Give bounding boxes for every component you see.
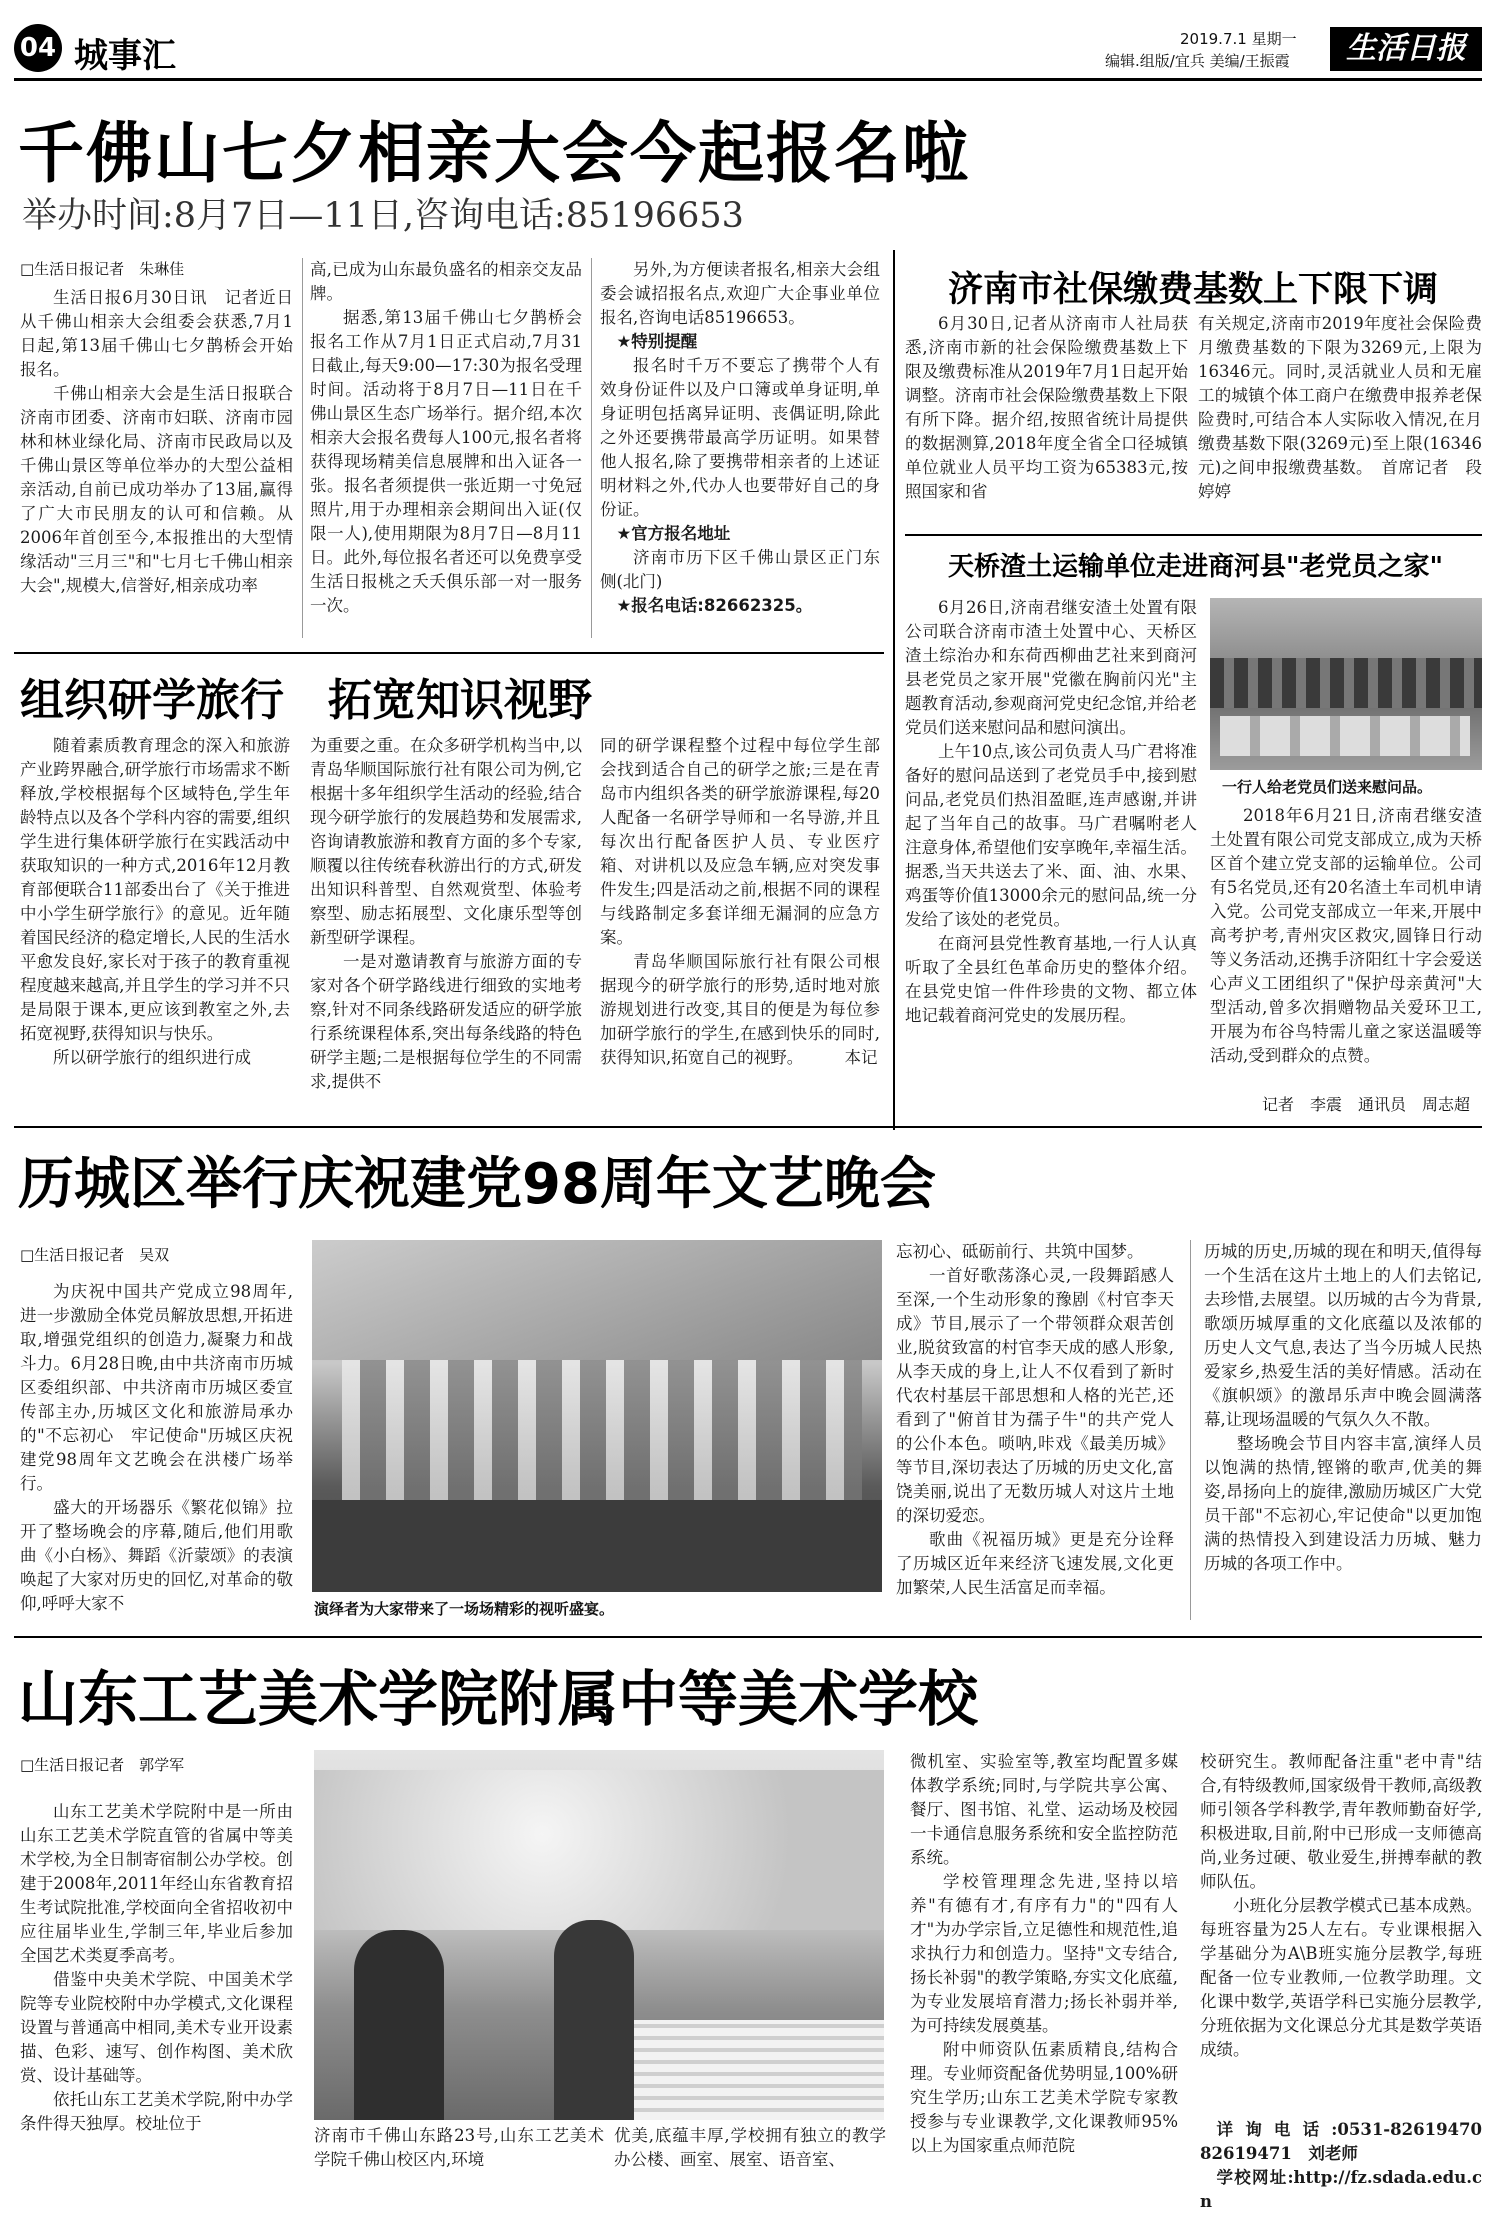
paragraph: 历城的历史,历城的现在和明天,值得每一个生活在这片土地上的人们去铭记,去珍惜,去展望。以历城的古今为背景,歌颂历城厚重的文化底蕴以及浓郁的历史人文气息,表达了当今历城人民热爱家乡,热爱生活的美好情感。活动在《旗帜颂》的激昂乐声中晚会圆满落幕,让现场温暖的气氛久久不散。 bbox=[1204, 1242, 1482, 1429]
paragraph: 6月30日,记者从济南市人社局获悉,济南市新的社会保险缴费基数上下限及缴费标准从2019年7月1日起开始调整。济南市社会保险缴费基数上下限有所下降。据介绍,按照省统计局提供的数据测算,2018年度全省全口径城镇单位就业人员平均工资为65383元,按照国家和省 bbox=[905, 314, 1188, 501]
a5-col3 bbox=[1204, 1240, 1482, 1620]
a2-headline: 济南市社保缴费基数上下限下调 bbox=[948, 270, 1439, 310]
paragraph: 小班化分层教学模式已基本成熟。每班容量为25人左右。专业课根据入学基础分为A\B班实施分层教学,每班配备一位专业教师,一位教学助理。文化课中数学,英语学科已实施分层教学,分班依据为文化课总分尤其是数学英语成绩。 bbox=[1200, 1896, 1482, 2059]
a4-col3 bbox=[600, 734, 880, 1114]
a5-photo-caption: 演绎者为大家带来了一场场精彩的视听盛宴。 bbox=[314, 1600, 615, 1618]
paragraph: 千佛山相亲大会是生活日报联合济南市团委、济南市妇联、济南市园林和林业绿化局、济南市民政局以及千佛山景区等单位举办的大型公益相亲活动,自前已成功举办了13届,赢得了广大市民朋友的认可和信赖。从2006年首创至今,本报推出的大型情缘活动"三月三"和"七月七千佛山相亲大会",规模大,信誉好,相亲成功率 bbox=[20, 384, 293, 595]
a6-col2 bbox=[910, 1750, 1178, 2190]
paragraph: 济南市千佛山东路23号,山东工艺美术学院千佛山校区内,环境 bbox=[314, 2126, 604, 2169]
section-title: 城事汇 bbox=[74, 36, 176, 76]
a5-byline: □生活日报记者 吴双 bbox=[20, 1246, 170, 1264]
a5-col1 bbox=[20, 1280, 293, 1620]
paragraph: 济南市历下区千佛山景区正门东侧(北门) bbox=[600, 548, 880, 591]
a6-byline: □生活日报记者 郭学军 bbox=[20, 1756, 185, 1774]
a1-col1 bbox=[20, 286, 293, 638]
paragraph: 整场晚会节目内容丰富,演绎人员以饱满的热情,铿锵的歌声,优美的舞姿,昂扬向上的旋律,激励历城区广大党员干部"不忘初心,牢记使命"以更加饱满的热情投入到建设活力历城、魅力历城的各项工作中。 bbox=[1204, 1434, 1482, 1573]
paragraph: 盛大的开场器乐《繁花似锦》拉开了整场晚会的序幕,随后,他们用歌曲《小白杨》、舞蹈《沂蒙颂》的表演唤起了大家对历史的回忆,对革命的敬仰,呼呼大家不 bbox=[20, 1498, 293, 1613]
a5-top-rule bbox=[14, 1126, 1482, 1128]
a4-headline: 组织研学旅行 拓宽知识视野 bbox=[20, 675, 592, 726]
paragraph: 微机室、实验室等,教室均配置多媒体教学系统;同时,与学院共享公寓、餐厅、图书馆、礼堂、运动场及校园一卡通信息服务系统和安全监控防范系统。 bbox=[910, 1752, 1178, 1867]
paragraph: 借鉴中央美术学院、中国美术学院等专业院校附中办学模式,文化课程设置与普通高中相同,美术专业开设素描、色彩、速写、创作构图、美术欣赏、设计基础等。 bbox=[20, 1970, 293, 2085]
a2-rule bbox=[905, 534, 1482, 536]
a4-top-rule bbox=[14, 652, 884, 654]
paragraph: 青岛华顺国际旅行社有限公司根据现今的研学旅行的形势,适时地对旅游规划进行改变,其目的便是为每位参加研学旅行的学生,在感到快乐的同时,获得知识,拓宽自己的视野。 本记 bbox=[600, 952, 880, 1067]
paragraph: 为庆祝中国共产党成立98周年,进一步激励全体党员解放思想,开拓进取,增强党组织的创造力,凝聚力和战斗力。6月28日晚,由中共济南市历城区委组织部、中共济南市历城区委宣传部主办,历城区文化和旅游局承办的"不忘初心 牢记使命"历城区庆祝建党98周年文艺晚会在洪楼广场举行。 bbox=[20, 1282, 293, 1493]
paragraph: 一首好歌荡涤心灵,一段舞蹈感人至深,一个生动形象的豫剧《村官李天成》节目,展示了一个带领群众艰苦创业,脱贫致富的村官李天成的感人形象,从李天成的身上,让人不仅看到了新时代农村基层干部思想和人格的光芒,还看到了"俯首甘为孺子牛"的共产党人的公仆本色。唢呐,咔戏《最美历城》等节目,深切表达了历城的历史文化,富饶美丽,说出了无数历城人对这片土地的深切爱恋。 bbox=[896, 1266, 1174, 1525]
col-divider bbox=[591, 258, 592, 638]
a2-col2 bbox=[1198, 312, 1482, 528]
section-divider bbox=[893, 250, 895, 1130]
paragraph: 校研究生。教师配备注重"老中青"结合,有特级教师,国家级骨干教师,高级教师引领各学科教学,青年教师勤奋好学,积极进取,目前,附中已形成一支师德高尚,业务过硬、敬业爱生,拼搏奉献的教师队伍。 bbox=[1200, 1752, 1482, 1891]
address-title: ★官方报名地址 bbox=[616, 524, 731, 543]
a6-photo bbox=[314, 1750, 884, 2120]
paragraph: 6月26日,济南君继安渣土处置有限公司联合济南市渣土处置中心、天桥区渣土综治办和东荷西柳曲艺社来到商河县老党员之家开展"党徽在胸前闪光"主题教育活动,参观商河党史纪念馆,并给老党员们送来慰问品和慰问演出。 bbox=[905, 598, 1197, 737]
a4-col2 bbox=[310, 734, 582, 1114]
a6-col3 bbox=[1200, 1750, 1482, 2114]
paragraph: 另外,为方便读者报名,相亲大会组委会诚招报名点,欢迎广大企事业单位报名,咨询电话85196653。 bbox=[600, 260, 880, 327]
paragraph: 依托山东工艺美术学院,附中办学条件得天独厚。校址位于 bbox=[20, 2090, 293, 2133]
col-divider bbox=[1190, 1240, 1191, 1620]
a1-col3 bbox=[600, 258, 880, 638]
tip-title: ★特别提醒 bbox=[616, 332, 698, 351]
a6-headline: 山东工艺美术学院附属中等美术学校 bbox=[18, 1665, 978, 1735]
col-divider bbox=[302, 258, 303, 638]
a1-col2 bbox=[310, 258, 582, 638]
a6-contact bbox=[1200, 2118, 1499, 2211]
contact-phone: 详询电话:0531-82619470 82619471 刘老师 bbox=[1200, 2120, 1499, 2163]
a3-photo-caption: 一行人给老党员们送来慰问品。 bbox=[1222, 778, 1433, 796]
paragraph: 一是对邀请教育与旅游方面的专家对各个研学路线进行细致的实地考察,针对不同条线路研发适应的研学旅行系统课程体系,突出每条线路的特色研学主题;二是根据每位学生的不同需求,提供不 bbox=[310, 952, 582, 1091]
a5-photo bbox=[312, 1240, 882, 1592]
a3-credit: 记者 李震 通讯员 周志超 bbox=[1262, 1095, 1471, 1114]
paragraph: 报名时千万不要忘了携带个人有效身份证件以及户口簿或单身证明,单身证明包括离异证明、丧偶证明,除此之外还要携带最高学历证明。如果替他人报名,除了要携带相亲者的上述证明材料之外,代办人也要带好自己的身份证。 bbox=[600, 356, 880, 519]
a6-col1 bbox=[20, 1800, 293, 2190]
editor-credits: 编辑.组版/宜兵 美编/王振霞 bbox=[1105, 52, 1290, 70]
paragraph: 高,已成为山东最负盛名的相亲交友品牌。 bbox=[310, 260, 582, 303]
page-number-badge: 04 bbox=[14, 24, 62, 72]
paragraph: 学校管理理念先进,坚持以培养"有德有才,有序有力"的"四有人才"为办学宗旨,立足德性和规范性,追求执行力和创造力。坚持"文专结合,扬长补弱"的教学策略,夯实文化底蕴,为专业发展培育潜力;扬长补弱并举,为可持续发展奠基。 bbox=[910, 1872, 1178, 2035]
a3-col1 bbox=[905, 596, 1197, 1076]
paragraph: 为重要之重。在众多研学机构当中,以青岛华顺国际旅行社有限公司为例,它根据十多年组织学生活动的经验,结合现今研学旅行的发展趋势和发展需求,咨询请教旅游和教育方面的多个专家,顺覆以往传统春秋游出行的方式,研发出知识科普型、自然观赏型、体验考察型、励志拓展型、文化康乐型等创新型研学课程。 bbox=[310, 736, 582, 947]
a6-col2-top bbox=[614, 2124, 886, 2196]
contact-website: 学校网址:http://fz.sdada.edu.cn bbox=[1200, 2168, 1482, 2211]
a5-headline: 历城区举行庆祝建党98周年文艺晚会 bbox=[18, 1152, 936, 1217]
a1-subhead: 举办时间:8月7日—11日,咨询电话:85196653 bbox=[22, 196, 744, 236]
paragraph: 优美,底蕴丰厚,学校拥有独立的教学办公楼、画室、展室、语音室、 bbox=[614, 2126, 886, 2169]
paragraph: 同的研学课程整个过程中每位学生部会找到适合自己的研学之旅;三是在青岛市内组织各类的研学旅游课程,每20人配备一名研学导师和一名导游,并且每次出行配备医护人员、专业医疗箱、对讲机以及应急车辆,应对突发事件发生;四是活动之前,根据不同的课程与线路制定多套详细无漏洞的应急方案。 bbox=[600, 736, 880, 947]
a2-col1 bbox=[905, 312, 1188, 528]
a5-col2 bbox=[896, 1240, 1174, 1620]
paragraph: 随着素质教育理念的深入和旅游产业跨界融合,研学旅行市场需求不断释放,学校根据每个区域特色,学生年龄特点以及各个学科内容的需要,组织学生进行集体研学旅行在实践活动中获取知识的一种方式,2016年12月教育部便联合11部委出台了《关于推进中小学生研学旅行》的意见。近年随着国民经济的稳定增长,人民的生活水平愈发良好,家长对于孩子的教育重视程度越来越高,并且学生的学习并不只是局限于课本,更应该到教室之外,去拓宽视野,获得知识与快乐。 bbox=[20, 736, 290, 1043]
paragraph: 上午10点,该公司负责人马广君将准备好的慰问品送到了老党员手中,接到慰问品,老党员们热泪盈眶,连声感谢,并讲起了当年自己的故事。马广君嘱咐老人注意身体,希望他们安享晚年,幸福生活。据悉,当天共送去了米、面、油、水果、鸡蛋等价值13000余元的慰问品,统一分发给了该处的老党员。 bbox=[905, 742, 1197, 929]
a3-col2 bbox=[1210, 804, 1482, 1104]
a1-headline: 千佛山七夕相亲大会今起报名啦 bbox=[18, 115, 970, 192]
masthead-rule bbox=[14, 78, 1482, 81]
a3-headline: 天桥渣土运输单位走进商河县"老党员之家" bbox=[948, 552, 1444, 582]
issue-date: 2019.7.1 星期一 bbox=[1180, 30, 1297, 48]
paper-logo: 生活日报 bbox=[1330, 27, 1482, 71]
paragraph: 在商河县党性教育基地,一行人认真听取了全县红色革命历史的整体介绍。在县党史馆一件件珍贵的文物、都立体地记载着商河党史的发展历程。 bbox=[905, 934, 1197, 1025]
signup-phone: ★报名电话:82662325。 bbox=[616, 596, 813, 615]
paragraph: 山东工艺美术学院附中是一所由山东工艺美术学院直管的省属中等美术学校,为全日制寄宿制公办学校。创建于2008年,2011年经山东省教育招生考试院批准,学校面向全省招收初中应往届毕业生,学制三年,毕业后参加全国艺术类夏季高考。 bbox=[20, 1802, 293, 1965]
paragraph: 据悉,第13届千佛山七夕鹊桥会报名工作从7月1日正式启动,7月31日截止,每天9:00—17:30为报名受理时间。活动将于8月7日—11日在千佛山景区生态广场举行。据介绍,本次相亲大会报名费每人100元,报名者将获得现场精美信息展牌和出入证各一张。报名者须提供一张近期一寸免冠照片,用于办理相亲会期间出入证(仅限一人),使用期限为8月7日—8月11日。此外,每位报名者还可以免费享受生活日报桃之夭夭俱乐部一对一服务一次。 bbox=[310, 308, 582, 615]
a4-col1 bbox=[20, 734, 290, 1114]
paragraph: 忘初心、砥砺前行、共筑中国梦。 bbox=[896, 1242, 1144, 1261]
a1-byline: □生活日报记者 朱琳佳 bbox=[20, 260, 185, 278]
a3-photo bbox=[1210, 598, 1482, 770]
paragraph: 歌曲《祝福历城》更是充分诠释了历城区近年来经济飞速发展,文化更加繁荣,人民生活富足而幸福。 bbox=[896, 1530, 1174, 1597]
paragraph: 生活日报6月30日讯 记者近日从千佛山相亲大会组委会获悉,7月1日起,第13届千佛山七夕鹊桥会开始报名。 bbox=[20, 288, 293, 379]
paragraph: 所以研学旅行的组织进行成 bbox=[53, 1048, 251, 1067]
paragraph: 附中师资队伍素质精良,结构合理。专业师资配备优势明显,100%研究生学历;山东工艺美术学院专家教授参与专业课教学,文化课教师95%以上为国家重点师范院 bbox=[910, 2040, 1178, 2155]
a6-top-rule bbox=[14, 1636, 1482, 1638]
paragraph: 2018年6月21日,济南君继安渣土处置有限公司党支部成立,成为天桥区首个建立党支部的运输单位。公司有5名党员,还有20名渣土车司机申请入党。公司党支部成立一年来,开展中高考护考,青州灾区救灾,圆锋日行动等义务活动,还携手济阳红十字会爱送心声义工团组织了"保护母亲黄河"大型活动,曾多次捐赠物品关爱环卫工,开展为布谷鸟特需儿童之家送温暖等活动,受到群众的点赞。 bbox=[1210, 806, 1482, 1065]
a6-caption-line bbox=[314, 2124, 604, 2196]
paragraph: 有关规定,济南市2019年度社会保险费月缴费基数的下限为3269元,上限为16346元。同时,灵活就业人员和无雇工的城镇个体工商户在缴费申报养老保险费时,可结合本人实际收入情况,在月缴费基数下限(3269元)至上限(16346元)之间申报缴费基数。 首席记者 段婷婷 bbox=[1198, 314, 1482, 501]
